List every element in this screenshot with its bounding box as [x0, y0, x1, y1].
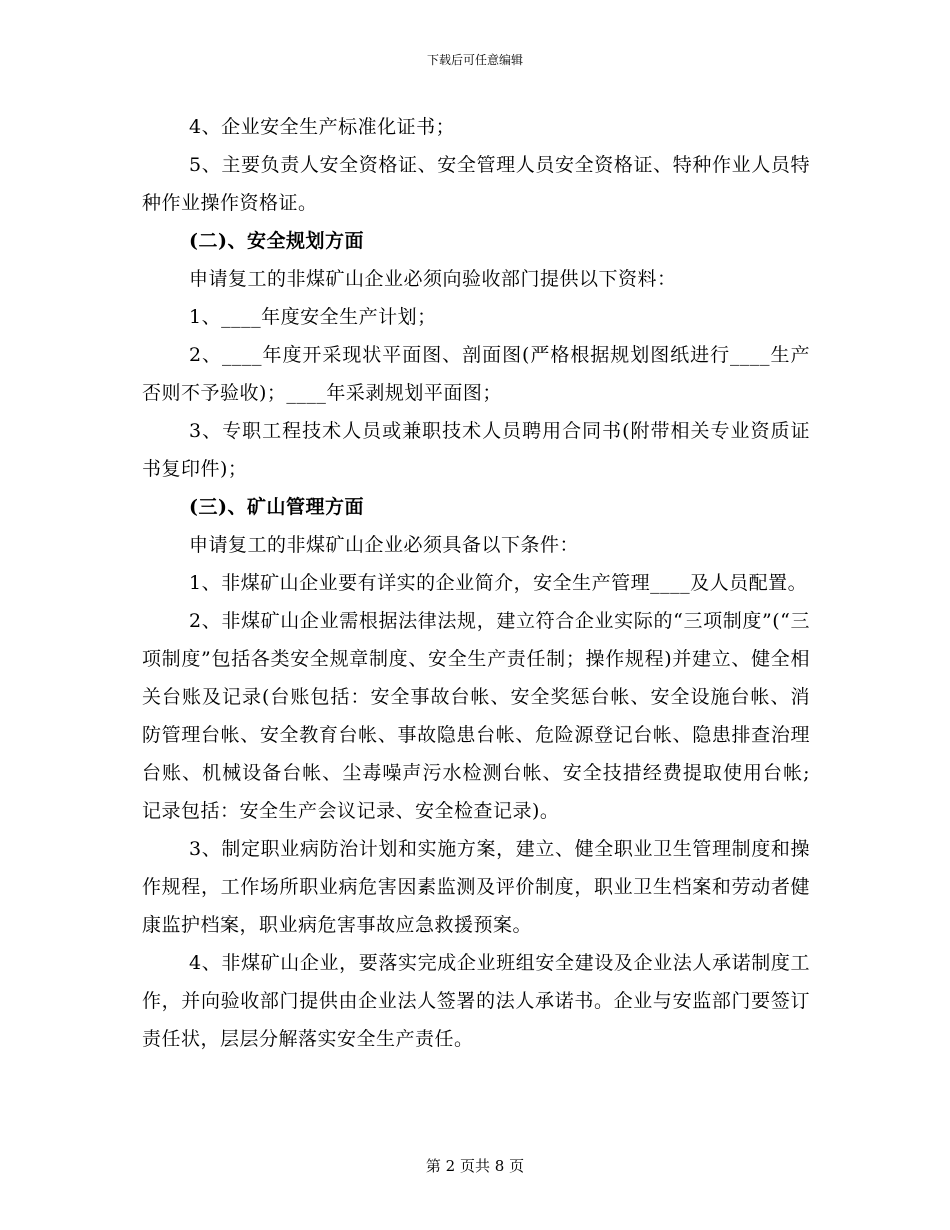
list-item-three-systems: 2、非煤矿山企业需根据法律法规，建立符合企业实际的“三项制度”(“三项制度”包括各类安全规章制度、安全生产责任制；操作规程)并建立、健全相关台账及记录(台账包括：安全事故台帐、安全奖惩台帐、安全设施台帐、消防管理台帐、安全教育台帐、事故隐患台帐、危险源登记台帐、隐患排查治理台账、机械设备台帐、尘毒噪声污水检测台帐、安全技措经费提取使用台帐;记录包括：安全生产会议记录、安全检查记录)。: [142, 610, 810, 822]
list-item-annual-plan: 1、____年度安全生产计划；: [189, 306, 437, 328]
list-item-occupational-health: 3、制定职业病防治计划和实施方案，建立、健全职业卫生管理制度和操作规程，工作场所职业病危害因素监测及评价制度，职业卫生档案和劳动者健康监护档案，职业病危害事故应急救援预案。: [142, 838, 810, 936]
section-heading-planning: (二)、安全规划方面: [189, 230, 364, 252]
list-item-legal-commitment: 4、非煤矿山企业，要落实完成企业班组安全建设及企业法人承诺制度工作，并向验收部门提供由企业法人签署的法人承诺书。企业与安监部门要签订责任状，层层分解落实安全生产责任。: [142, 952, 810, 1050]
section-intro-planning: 申请复工的非煤矿山企业必须向验收部门提供以下资料：: [189, 268, 677, 290]
list-item-mining-maps: 2、____年度开采现状平面图、剖面图(严格根据规划图纸进行____生产否则不予验收)；____年采剥规划平面图；: [142, 344, 810, 404]
list-item-company-profile: 1、非煤矿山企业要有详实的企业简介，安全生产管理____及人员配置。: [189, 572, 808, 594]
section-heading-management: (三)、矿山管理方面: [189, 496, 364, 518]
document-body: [142, 108, 810, 1058]
list-item-technical-staff: 3、专职工程技术人员或兼职技术人员聘用合同书(附带相关专业资质证书复印件)；: [142, 420, 810, 480]
list-item-qualifications: 5、主要负责人安全资格证、安全管理人员安全资格证、特种作业人员特种作业操作资格证。: [142, 154, 810, 214]
page-number: 第 2 页共 8 页: [425, 1157, 525, 1175]
section-intro-management: 申请复工的非煤矿山企业必须具备以下条件：: [189, 534, 580, 556]
list-item-certificate: 4、企业安全生产标准化证书；: [189, 116, 456, 138]
page-header-note: 下载后可任意编辑: [426, 53, 523, 67]
